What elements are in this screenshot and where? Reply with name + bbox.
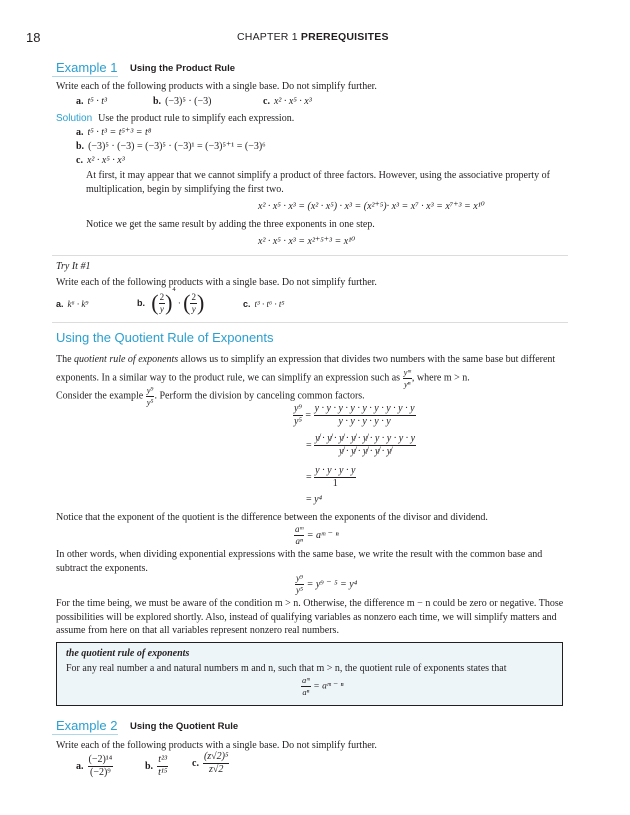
try-it-b: b. ( $\frac{2}{y}$ )$^4$ · ( $\frac{2}{y}$ ) <box>137 286 205 315</box>
chapter-label: CHAPTER 1 <box>237 31 298 43</box>
solution-label: Solution <box>56 113 93 124</box>
step-3: = $\frac{y \cdot y \cdot y \cdot y}{1}$ <box>306 465 356 489</box>
divider-top <box>52 255 568 256</box>
solution-c-text2: Notice we get the same result by adding the three exponents in one step. <box>86 219 375 230</box>
section-heading: Using the Quotient Rule of Exponents <box>56 330 274 345</box>
example1-underline <box>52 76 118 77</box>
example1-label: Example 1 <box>56 60 118 75</box>
solution-a: a. t⁵ · t³ = t⁵⁺³ = t⁸ <box>76 127 152 138</box>
example2-underline <box>52 734 118 735</box>
example2-label: Example 2 <box>56 718 118 733</box>
chapter-title: PREREQUISITES <box>300 31 389 43</box>
rule-box-formula: $\frac{\text{aᵐ}}{\text{aⁿ}}$ = aᵐ ⁻ ⁿ <box>302 675 344 697</box>
quotient-p4: In other words, when dividing exponential expressions with the same base, we write the result with the common base and subtract the exponents. <box>56 549 543 574</box>
solution-intro: Solution Use the product rule to simplify each expression. <box>56 113 295 124</box>
step-1: $\frac{\text{y⁹}}{\text{y⁵}}$ = $\frac{y \cdot y \cdot y \cdot y \cdot y \cdot y \cdot y \cdot y \cdot y}{y \cdot y \cdot y \cdot y \cdot y}$ <box>294 403 415 427</box>
example1-item-a: a. t⁵ · t³ <box>76 96 108 107</box>
example1-prompt: Write each of the following products with a single base. Do not simplify further. <box>56 81 377 92</box>
example1-item-b: b. (−3)⁵ · (−3) <box>153 96 212 107</box>
quotient-p2: Consider the example $\frac{\text{y⁹}}{\text{y⁵}}$ . Perform the division by canceling common factors. <box>56 385 365 407</box>
solution-b: b. (−3)⁵ · (−3) = (−3)⁵ · (−3)¹ = (−3)⁵⁺¹ = (−3)⁶ <box>76 141 266 152</box>
example2-c: c. $\frac{\text{(z√2)⁵}}{z√2}$ <box>192 751 229 775</box>
example2-b: b. $\frac{\text{t²³}}{\text{t¹⁵}}$ <box>145 754 168 778</box>
solution-c-eq2: x² · x⁵ · x³ = x²⁺⁵⁺³ = x¹⁰ <box>258 236 356 247</box>
example1-title: Using the Product Rule <box>130 63 236 74</box>
quotient-p3: Notice that the exponent of the quotient is the difference between the exponents of the divisor and dividend. <box>56 512 488 523</box>
solution-c-text1: At first, it may appear that we cannot simplify a product of three factors. However, using the associative property of multiplication, begin by simplifying the first two. <box>86 170 550 195</box>
quotient-p1: The quotient rule of exponents allows us to simplify an expression that divides two numbers with the same base but different exponents. In a similar way to the product rule, we can simplify an expression such as $\frac{\text{yᵐ}}{\text{yⁿ}}$ , where m > n. <box>56 354 556 389</box>
try-it-a: a. k⁶ · k⁹ <box>56 299 89 309</box>
solution-c-eq1: x² · x⁵ · x³ = (x² · x⁵) · x³ = (x²⁺⁵)· x³ = x⁷ · x³ = x⁷⁺³ = x¹⁰ <box>258 201 485 212</box>
try-it-label: Try It #1 <box>56 261 91 272</box>
try-it-c: c. t³ · t⁶ · t⁵ <box>243 299 285 309</box>
rule-box-text: For any real number a and natural numbers m and n, such that m > n, the quotient rule of exponents states that <box>66 663 507 674</box>
quotient-eq3: $\frac{\text{aᵐ}}{\text{aⁿ}}$ = aᵐ ⁻ ⁿ <box>295 524 339 546</box>
example1-items <box>76 96 107 107</box>
example2-a: a. $\frac{\text{(−2)¹⁴}}{\text{(−2)⁹}}$ <box>76 754 113 778</box>
example1-item-c: c. x² · x⁵ · x³ <box>263 96 312 107</box>
step-2: = $\frac{y̸ \cdot y̸ \cdot y̸ \cdot y̸ \cdot y̸ \cdot y \cdot y \cdot y \cdot y}{y̸ \cdot y̸ \cdot y̸ \cdot y̸ \cdot y̸}$ <box>306 433 416 457</box>
step-4: = y⁴ <box>306 494 323 505</box>
divider-bottom <box>52 322 568 323</box>
rule-box-title: the quotient rule of exponents <box>66 648 190 659</box>
page-number: 18 <box>26 30 41 45</box>
example2-prompt: Write each of the following products with a single base. Do not simplify further. <box>56 740 377 751</box>
running-header <box>237 31 389 43</box>
solution-c: c. x² · x⁵ · x³ <box>76 155 125 166</box>
quotient-eq4: $\frac{\text{y⁹}}{\text{y⁵}}$ = y⁹ ⁻ ⁵ = y⁴ <box>296 573 358 595</box>
try-it-prompt: Write each of the following products with a single base. Do not simplify further. <box>56 277 377 288</box>
example2-title: Using the Quotient Rule <box>130 721 239 732</box>
rule-box <box>56 642 563 706</box>
quotient-p5: For the time being, we must be aware of the condition m > n. Otherwise, the difference m − n could be zero or negative. Those possibilities will be explored shortly. Also, instead of qualifying variables as nonzero each time, we will simplify matters and assume from here on that all variables represent nonzero real numbers. <box>56 598 564 637</box>
